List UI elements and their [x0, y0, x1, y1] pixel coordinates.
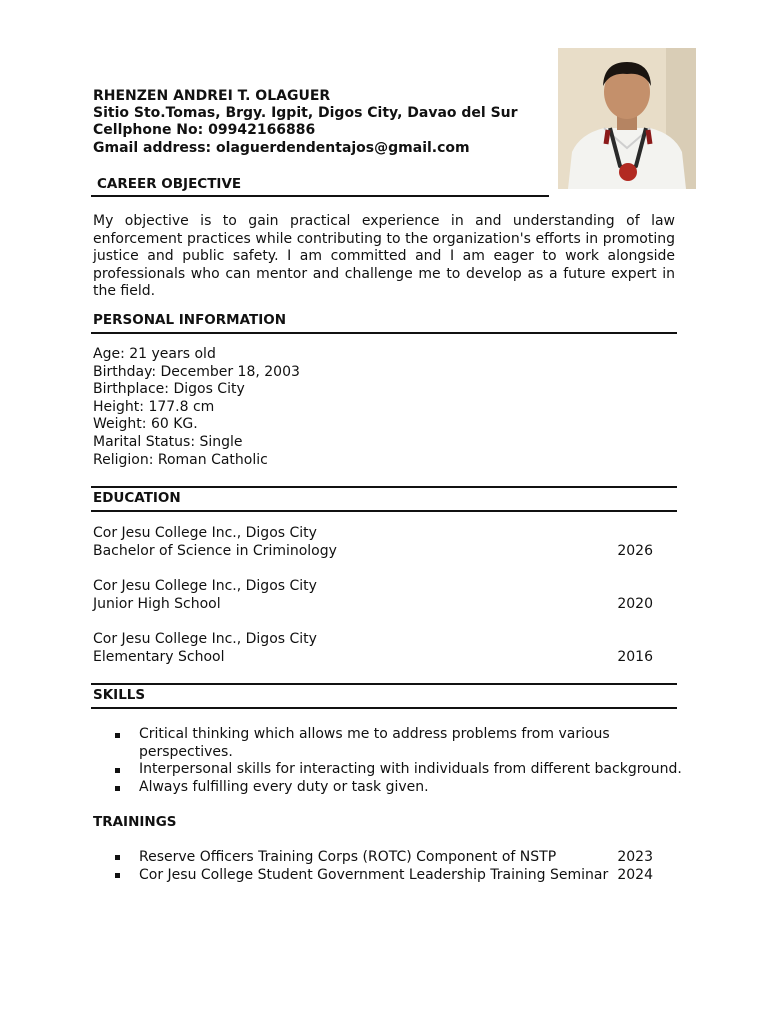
email: Gmail address: olaguerdendentajos@gmail.com	[93, 140, 470, 156]
education-level: Elementary School	[93, 649, 225, 665]
trainings-list	[93, 848, 653, 884]
personal-info-age: Age: 21 years old	[93, 346, 216, 362]
skill-text: Always fulfilling every duty or task given.	[139, 778, 429, 795]
training-year: 2024	[617, 867, 653, 883]
training-item	[93, 866, 653, 884]
education-title: EDUCATION	[93, 490, 181, 506]
education-school: Cor Jesu College Inc., Digos City	[93, 525, 317, 541]
personal-information-title: PERSONAL INFORMATION	[93, 312, 287, 328]
skill-text: Critical thinking which allows me to address problems from various perspectives.	[139, 726, 610, 760]
personal-information-rule	[91, 332, 677, 334]
personal-info-weight: Weight: 60 KG.	[93, 416, 198, 433]
education-top-rule	[91, 486, 677, 488]
education-school: Cor Jesu College Inc., Digos City	[93, 578, 317, 594]
skills-top-rule	[91, 683, 677, 685]
profile-photo-image	[558, 48, 696, 189]
skills-title: SKILLS	[93, 687, 146, 703]
training-name: Cor Jesu College Student Government Leadership Training Seminar	[139, 867, 609, 883]
skill-text: Interpersonal skills for interacting with individuals from different background.	[139, 761, 682, 778]
bullet-icon	[115, 855, 120, 860]
education-entry	[93, 524, 653, 560]
career-objective-rule	[91, 195, 549, 197]
skill-item	[93, 761, 683, 779]
education-entry	[93, 630, 653, 666]
career-objective-text: My objective is to gain practical experience in and understanding of law enforcement practices while contributing to the organization's efforts in promoting justice and public safety. I am committed and I am eager to work alongside professionals who can mentor and challenge me to develop as a future expert in the field.	[93, 213, 675, 300]
education-year: 2016	[617, 649, 653, 665]
education-entry	[93, 577, 653, 613]
address: Sitio Sto.Tomas, Brgy. Igpit, Digos City, Davao del Sur	[93, 105, 518, 121]
skill-item	[93, 726, 683, 761]
bullet-icon	[115, 786, 120, 791]
personal-info-birthday: Birthday: December 18, 2003	[93, 363, 300, 380]
training-item	[93, 848, 653, 866]
applicant-name: RHENZEN ANDREI T. OLAGUER	[93, 88, 331, 104]
personal-info-religion: Religion: Roman Catholic	[93, 451, 268, 468]
personal-info-marital-status: Marital Status: Single	[93, 433, 243, 450]
profile-photo	[558, 48, 696, 189]
skill-item	[93, 779, 683, 797]
personal-info-height: Height: 177.8 cm	[93, 398, 215, 415]
personal-information-list	[93, 346, 493, 469]
education-level: Bachelor of Science in Criminology	[93, 543, 337, 559]
education-rule	[91, 510, 677, 512]
personal-info-birthplace: Birthplace: Digos City	[93, 381, 245, 398]
training-name: Reserve Officers Training Corps (ROTC) Component of NSTP	[139, 849, 557, 865]
education-year: 2026	[617, 543, 653, 559]
bullet-icon	[115, 733, 120, 738]
bullet-icon	[115, 873, 120, 878]
skills-rule	[91, 707, 677, 709]
bullet-icon	[115, 768, 120, 773]
cellphone: Cellphone No: 09942166886	[93, 122, 316, 138]
education-level: Junior High School	[93, 596, 221, 612]
skills-list	[93, 726, 683, 796]
education-school: Cor Jesu College Inc., Digos City	[93, 631, 317, 647]
education-year: 2020	[617, 596, 653, 612]
trainings-title: TRAININGS	[93, 814, 177, 830]
career-objective-title: CAREER OBJECTIVE	[97, 176, 242, 192]
training-year: 2023	[617, 849, 653, 865]
